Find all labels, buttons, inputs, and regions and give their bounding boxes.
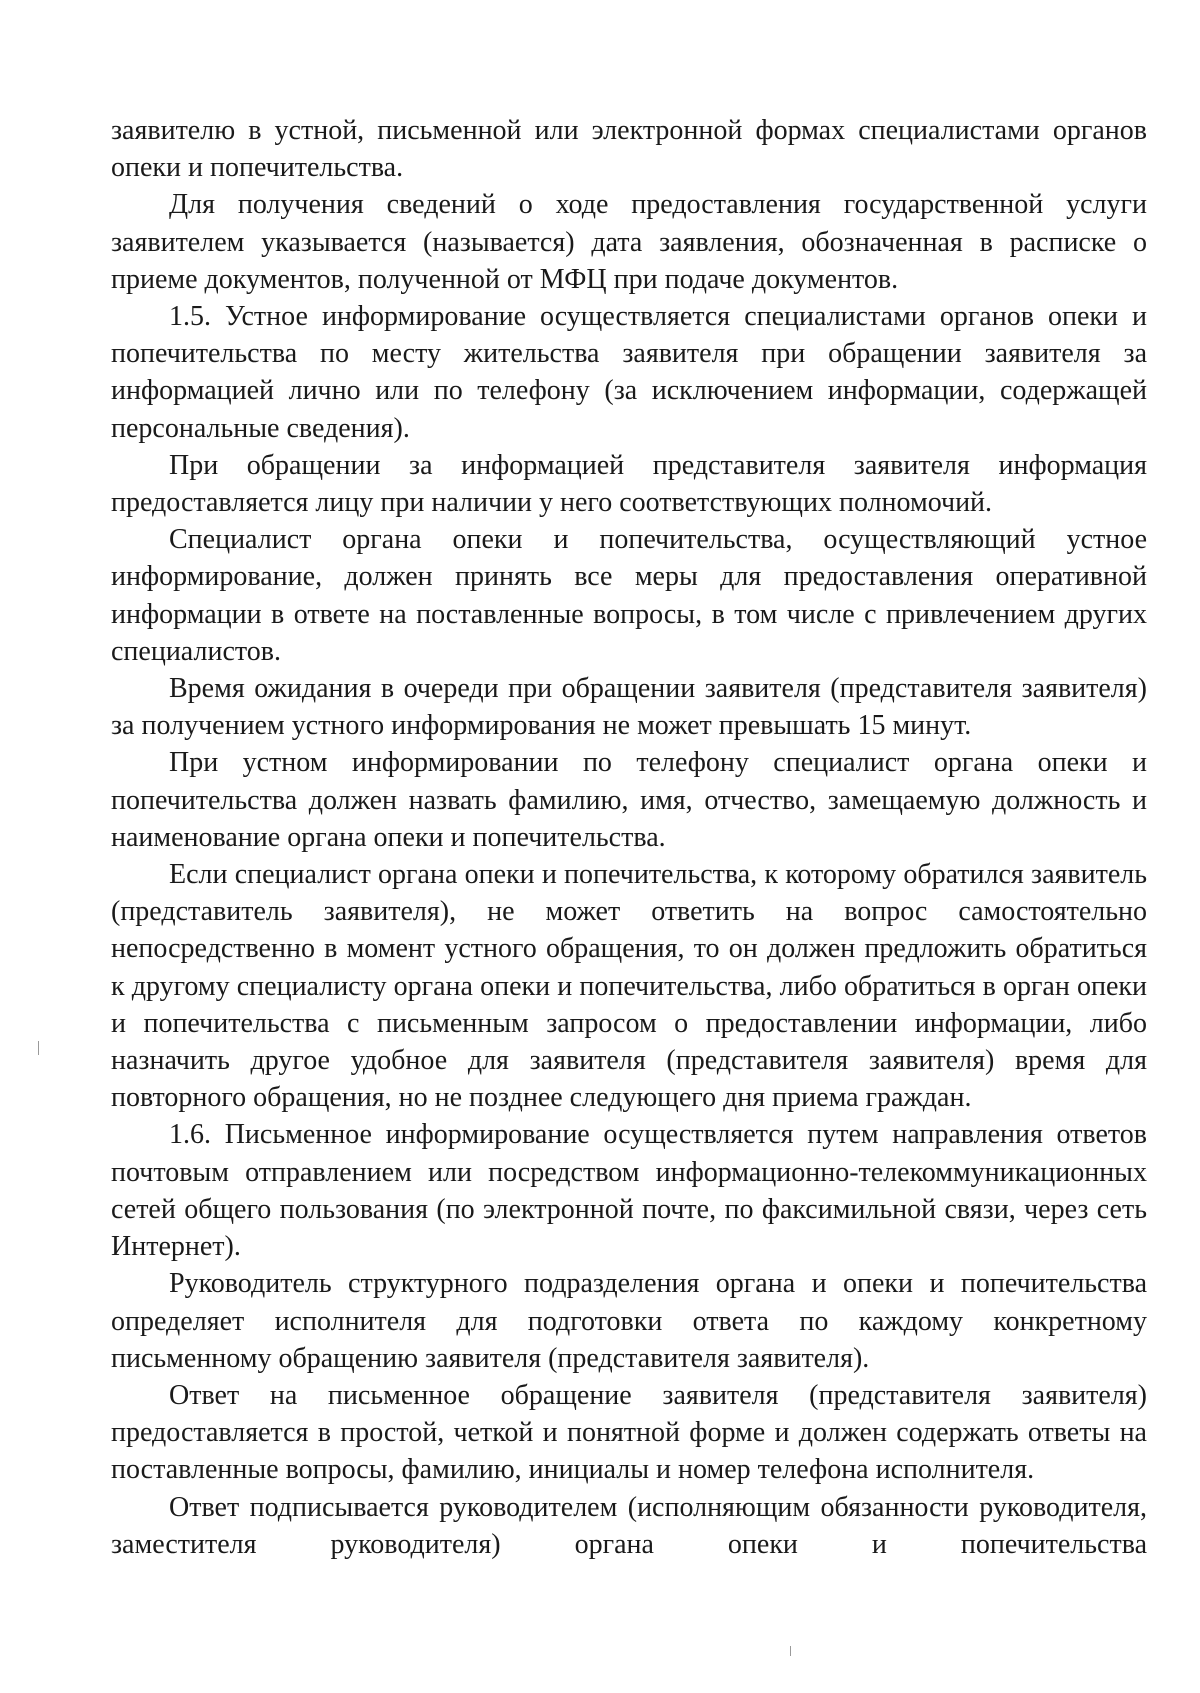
- document-body: [111, 112, 1147, 1563]
- paragraph-specialist-duties: Специалист органа опеки и попечительства, осуществляющий устное информирование, должен принять все меры для предоставления оперативной информации в ответе на поставленные вопросы, в том числе с привлечением других специалистов.: [111, 524, 1147, 667]
- paragraph-representative: При обращении за информацией представителя заявителя информация предоставляется лицу при наличии у него соответствующих полномочий.: [111, 449, 1147, 519]
- paragraph-head-of-unit: Руководитель структурного подразделения органа и опеки и попечительства определяет исполнителя для подготовки ответа по каждому конкретному письменному обращению заявителя (представителя заявителя).: [111, 1268, 1147, 1374]
- paragraph-waiting-time: Время ожидания в очереди при обращении заявителя (представителя заявителя) за получением устного информирования не может превышать 15 минут.: [111, 673, 1147, 742]
- paragraph-continuation: заявителю в устной, письменной или электронной формах специалистами органов опеки и попечительства.: [111, 115, 1147, 184]
- paragraph-redirect: Если специалист органа опеки и попечительства, к которому обратился заявитель (представитель заявителя), не может ответить на вопрос самостоятельно непосредственно в момент устного обращения, то он должен предложить обратиться к другому специалисту органа опеки и попечительства, либо обратиться в орган опеки и попечительства с письменным запросом о предоставлении информации, либо назначить другое удобное для заявителя (представителя заявителя) время для повторного обращения, но не позднее следующего дня приема граждан.: [111, 859, 1147, 1114]
- paragraph-answer-form: Ответ на письменное обращение заявителя (представителя заявителя) предоставляется в простой, четкой и понятной форме и должен содержать ответы на поставленные вопросы, фамилию, инициалы и номер телефона исполнителя.: [111, 1379, 1147, 1486]
- paragraph-phone-info: При устном информировании по телефону специалист органа опеки и попечительства должен назвать фамилию, имя, отчество, замещаемую должность и наименование органа опеки и попечительства.: [111, 747, 1147, 853]
- paragraph-answer-signature: Ответ подписывается руководителем (исполняющим обязанности руководителя, заместителя руководителя) органа опеки и попечительства: [111, 1491, 1147, 1560]
- scan-artifact-left: [38, 1041, 39, 1055]
- paragraph-status-inquiry: Для получения сведений о ходе предоставления государственной услуги заявителем указывается (называется) дата заявления, обозначенная в расписке о приеме документов, полученной от МФЦ при подаче документов.: [111, 189, 1147, 295]
- scan-artifact-bottom: [790, 1646, 791, 1656]
- paragraph-1-5-oral-info: 1.5. Устное информирование осуществляется специалистами органов опеки и попечительства по месту жительства заявителя при обращении заявителя за информацией лично или по телефону (за исключением информации, содержащей персональные сведения).: [111, 301, 1147, 444]
- paragraph-1-6-written-info: 1.6. Письменное информирование осуществляется путем направления ответов почтовым отправлением или посредством информационно-телекоммуникационных сетей общего пользования (по электронной почте, по факсимильной связи, через сеть Интернет).: [111, 1119, 1147, 1263]
